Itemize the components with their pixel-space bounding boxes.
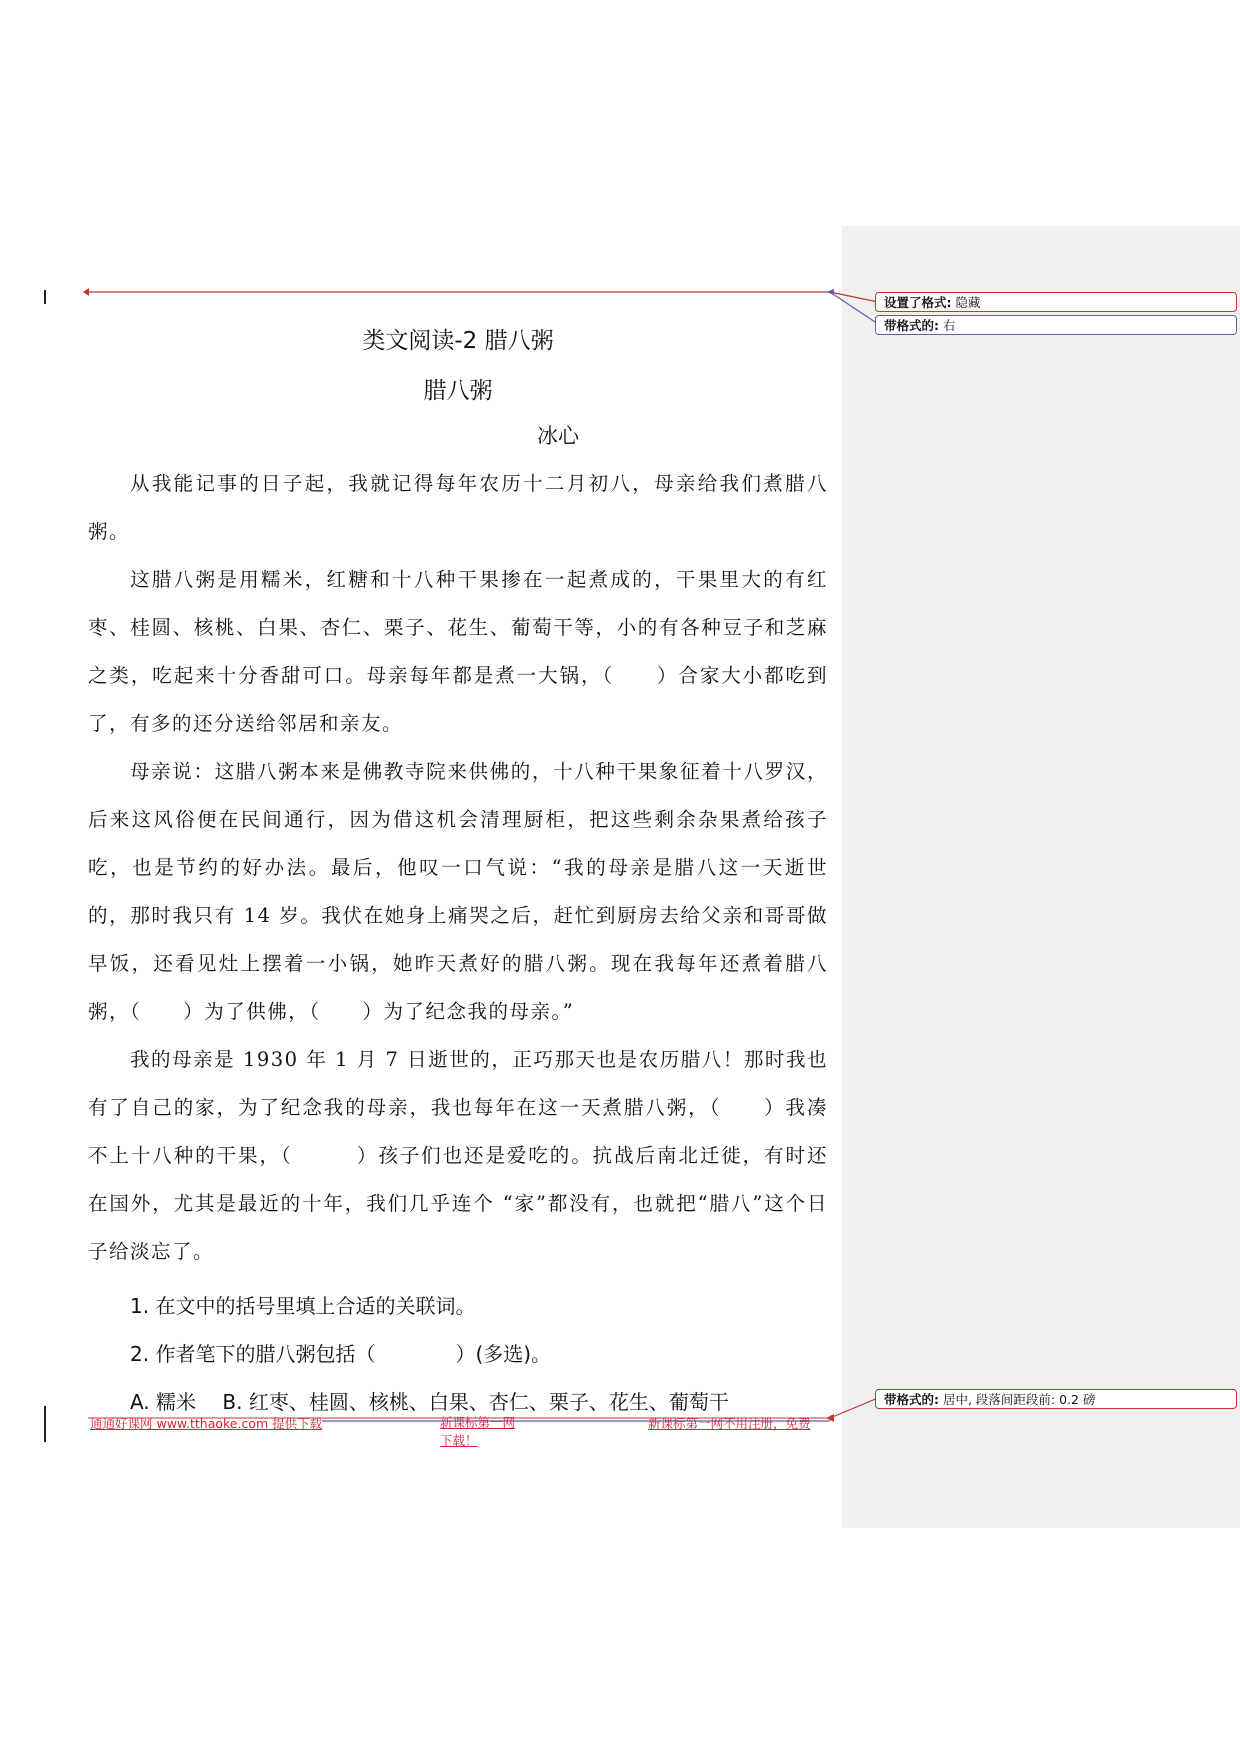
footer-right-link[interactable]: 新课标第一网不用注册，免费 bbox=[648, 1416, 811, 1431]
footer-center-line2: 下载！ bbox=[440, 1433, 478, 1448]
comment-label: 带格式的: bbox=[884, 318, 939, 333]
paragraph-2: 这腊八粥是用糯米，红糖和十八种干果掺在一起煮成的，干果里大的有红枣、桂圆、核桃、白果、杏仁、栗子、花生、葡萄干等，小的有各种豆子和芝麻之类，吃起来十分香甜可口。母亲每年都是煮一大锅，（ ）合家大小都吃到了，有多的还分送给邻居和亲友。 bbox=[88, 568, 828, 735]
text-cursor bbox=[44, 1406, 46, 1442]
text-cursor bbox=[44, 290, 46, 304]
footer-left-link[interactable]: 通通好课网 www.tthaoke.com 提供下载 bbox=[90, 1416, 323, 1431]
comment-label: 带格式的: bbox=[884, 1392, 939, 1407]
paragraph-1: 从我能记事的日子起，我就记得每年农历十二月初八，母亲给我们煮腊八粥。 bbox=[88, 472, 828, 543]
comment-value: 右 bbox=[942, 318, 956, 333]
footer-center-link[interactable] bbox=[440, 1414, 515, 1450]
comment-value: 隐藏 bbox=[955, 295, 981, 310]
doc-heading: 类文阅读-2 腊八粥 bbox=[362, 328, 554, 354]
comment-balloon-right[interactable] bbox=[875, 315, 1237, 335]
question-2: 2. 作者笔下的腊八粥包括（ ）(多选)。 bbox=[130, 1342, 552, 1366]
question-2-options: A. 糯米 B. 红枣、桂圆、核桃、白果、杏仁、栗子、花生、葡萄干 bbox=[130, 1390, 729, 1414]
doc-author: 冰心 bbox=[537, 424, 579, 448]
comment-label: 设置了格式: bbox=[884, 295, 952, 310]
doc-title: 腊八粥 bbox=[423, 378, 493, 404]
paragraph-3: 母亲说：这腊八粥本来是佛教寺院来供佛的，十八种干果象征着十八罗汉，后来这风俗便在民间通行，因为借这机会清理厨柜，把这些剩余杂果煮给孩子吃，也是节约的好办法。最后，他叹一口气说：“我的母亲是腊八这一天逝世的，那时我只有 14 岁。我伏在她身上痛哭之后，赶忙到厨房去给父亲和哥哥做早饭，还看见灶上摆着一小锅，她昨天煮好的腊八粥。现在我每年还煮着腊八粥，（ ）为了供佛，（ ）为了纪念我的母亲。” bbox=[88, 760, 828, 1023]
question-1: 1. 在文中的括号里填上合适的关联词。 bbox=[130, 1294, 476, 1318]
footer-center-line1: 新课标第一网 bbox=[440, 1415, 516, 1430]
paragraph-4: 我的母亲是 1930 年 1 月 7 日逝世的，正巧那天也是农历腊八！那时我也有了自己的家，为了纪念我的母亲，我也每年在这一天煮腊八粥，（ ）我凑不上十八种的干果，（ ）孩子们也还是爱吃的。抗战后南北迁徙，有时还在国外，尤其是最近的十年，我们几乎连个 “家”都没有，也就把“腊八”这个日子给淡忘了。 bbox=[88, 1048, 828, 1263]
comment-balloon-center[interactable] bbox=[875, 1389, 1237, 1409]
comment-balloon-hidden[interactable] bbox=[875, 292, 1237, 312]
comment-value: 居中, 段落间距段前: 0.2 磅 bbox=[942, 1392, 1096, 1407]
